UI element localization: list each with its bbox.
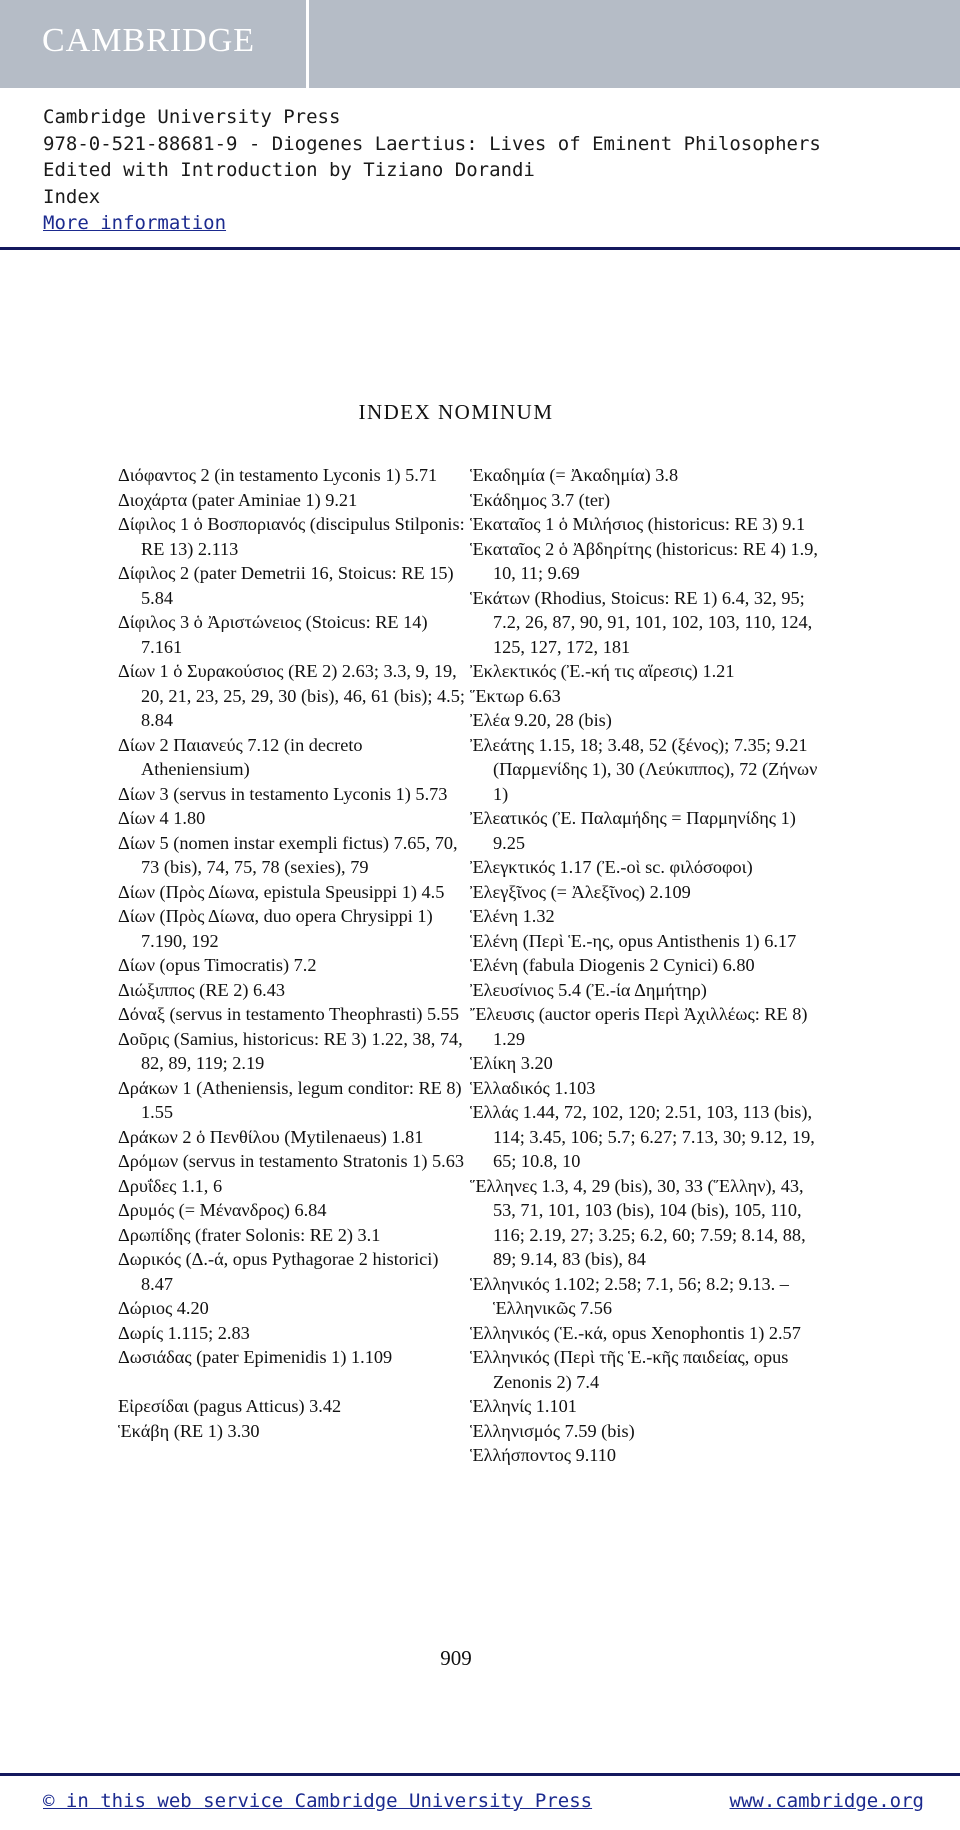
index-title: INDEX NOMINUM: [358, 400, 554, 424]
index-entry: Δίφιλος 1 ὁ Βοσποριανός (discipulus Stilponis: RE 13) 2.113: [118, 514, 465, 559]
index-entry: Ἑλλάς 1.44, 72, 102, 120; 2.51, 103, 113 (bis), 114; 3.45, 106; 5.7; 6.27; 7.13, 30; 9.12, 19, 65; 10.8, 10: [470, 1102, 815, 1171]
index-entry: Ἑλλήσποντος 9.110: [470, 1445, 617, 1465]
index-entry: Ἐλεατικός (Ἐ. Παλαμήδης = Παρμηνίδης 1) 9.25: [470, 808, 796, 853]
header-rule: [0, 247, 960, 250]
index-entry: Δοῦρις (Samius, historicus: RE 3) 1.22, 38, 74, 82, 89, 119; 2.19: [118, 1028, 463, 1073]
index-entry: Ἑκάδημος 3.7 (ter): [470, 489, 611, 510]
index-entry: Ἑλλαδικός 1.103: [470, 1077, 596, 1098]
isbn-title-line: 978-0-521-88681-9 - Diogenes Laertius: Lives of Eminent Philosophers: [43, 132, 821, 155]
editor-line: Edited with Introduction by Tiziano Dorandi: [43, 159, 535, 181]
copyright-link[interactable]: © in this web service Cambridge University Press: [43, 1790, 593, 1812]
header-banner: [0, 0, 960, 88]
index-entry: Ἐλευσίνιος 5.4 (Ἐ.-ία Δημήτηρ): [470, 979, 707, 1000]
index-entry: Δώριος 4.20: [118, 1298, 209, 1318]
index-entry: Ἑλληνίς 1.101: [470, 1396, 577, 1416]
index-entry: Δρωπίδης (frater Solonis: RE 2) 3.1: [118, 1224, 381, 1245]
index-entry: Δίων 5 (nomen instar exempli fictus) 7.65, 70, 73 (bis), 74, 75, 78 (sexies), 79: [118, 832, 458, 877]
index-entry: Διώξιππος (RE 2) 6.43: [118, 979, 285, 1000]
index-entry: Δίων 2 Παιανεύς 7.12 (in decreto Atheniensium): [118, 734, 363, 779]
index-entry: Δρόμων (servus in testamento Stratonis 1) 5.63: [118, 1151, 464, 1171]
index-entry: Δρυΐδες 1.1, 6: [118, 1175, 223, 1196]
index-entry: Δίων 4 1.80: [118, 808, 206, 828]
index-entry: Δωσιάδας (pater Epimenidis 1) 1.109: [118, 1347, 393, 1367]
page-number: 909: [440, 1646, 472, 1670]
index-entry: Δίων 3 (servus in testamento Lyconis 1) 5.73: [118, 783, 448, 804]
index-entry: Δωρικός (Δ.-ά, opus Pythagorae 2 historici) 8.47: [118, 1249, 439, 1294]
index-entry: Δωρίς 1.115; 2.83: [118, 1322, 250, 1343]
index-entry: Δίων 1 ὁ Συρακούσιος (RE 2) 2.63; 3.3, 9, 19, 20, 21, 23, 25, 29, 30 (bis), 46, 61 (bis); 4.5; 8.84: [118, 661, 465, 730]
index-entry: Ἐλεγξῖνος (= Ἀλεξῖνος) 2.109: [470, 881, 691, 902]
banner-divider: [306, 0, 309, 88]
index-entry: Ἑκάτων (Rhodius, Stoicus: RE 1) 6.4, 32, 95; 7.2, 26, 87, 90, 91, 101, 102, 103, 110, 124, 125, 127, 172, 181: [470, 587, 813, 657]
index-entry: Δίων (opus Timocratis) 7.2: [118, 955, 317, 975]
index-entry: Ἕκτωρ 6.63: [470, 685, 561, 706]
index-entry: Δίων (Πρὸς Δίωνα, epistula Speusippi 1) 4.5: [118, 881, 445, 902]
index-column-left: [118, 463, 468, 1443]
book-metadata: [43, 104, 821, 237]
index-entry: Ἑκάβη (RE 1) 3.30: [118, 1420, 260, 1441]
index-entry: Ἑλένη (fabula Diogenis 2 Cynici) 6.80: [470, 955, 755, 975]
index-entry: Δίων (Πρὸς Δίωνα, duo opera Chrysippi 1) 7.190, 192: [118, 906, 433, 951]
index-entry: Ἐλέα 9.20, 28 (bis): [470, 710, 612, 730]
index-entry: Ἑκαδημία (= Ἀκαδημία) 3.8: [470, 465, 679, 485]
index-entry: Ἐκλεκτικός (Ἐ.-κή τις αἵρεσις) 1.21: [470, 661, 735, 681]
index-entry: Δρυμός (= Μένανδρος) 6.84: [118, 1200, 327, 1220]
website-link[interactable]: www.cambridge.org: [729, 1790, 924, 1812]
index-entry: Δράκων 2 ὁ Πενθίλου (Mytilenaeus) 1.81: [118, 1126, 424, 1147]
index-entry: Δράκων 1 (Atheniensis, legum conditor: RE 8) 1.55: [118, 1077, 462, 1122]
index-entry: Ἐλεάτης 1.15, 18; 3.48, 52 (ξένος); 7.35; 9.21 (Παρμενίδης 1), 30 (Λεύκιππος), 72 (Ζήνων 1): [470, 734, 818, 804]
publisher-line: Cambridge University Press: [43, 106, 341, 128]
index-entry: Ἑλληνικός 1.102; 2.58; 7.1, 56; 8.2; 9.13. – Ἑλληνικῶς 7.56: [470, 1273, 789, 1318]
section-line: Index: [43, 185, 101, 208]
more-information-link[interactable]: More information: [43, 212, 227, 234]
index-entry: Εἰρεσίδαι (pagus Atticus) 3.42: [118, 1396, 342, 1416]
index-entry: Ἑλένη (Περὶ Ἑ.-ης, opus Antisthenis 1) 6.17: [470, 930, 797, 951]
index-entry: Δόναξ (servus in testamento Theophrasti) 5.55: [118, 1004, 460, 1024]
index-entry: Ἑλίκη 3.20: [470, 1053, 553, 1073]
index-entry: Διόφαντος 2 (in testamento Lyconis 1) 5.71: [118, 465, 438, 485]
index-entry: Ἑλένη 1.32: [470, 906, 555, 926]
index-entry: Ἑκαταῖος 2 ὁ Ἀβδηρίτης (historicus: RE 4) 1.9, 10, 11; 9.69: [470, 538, 818, 583]
index-entry: Δίφιλος 3 ὁ Ἀριστώνειος (Stoicus: RE 14) 7.161: [118, 612, 428, 657]
index-entry: Ἑλληνικός (Ἑ.-κά, opus Xenophontis 1) 2.57: [470, 1322, 801, 1343]
index-entry: Ἔλευσις (auctor operis Περὶ Ἀχιλλέως: RE 8) 1.29: [470, 1004, 808, 1049]
index-entry: Ἑκαταῖος 1 ὁ Μιλήσιος (historicus: RE 3) 9.1: [470, 514, 806, 534]
index-entry: Ἕλληνες 1.3, 4, 29 (bis), 30, 33 (Ἕλλην), 43, 53, 71, 101, 103 (bis), 104 (bis), 105, 110, 116; 2.19, 27; 3.25; 6.2, 60; 7.59; 8.14, 88, 89; 9.14, 83 (bis), 84: [470, 1175, 806, 1269]
index-column-right: [470, 463, 825, 1468]
index-entry: Ἐλεγκτικός 1.17 (Ἐ.-οὶ sc. φιλόσοφοι): [470, 857, 753, 877]
index-entry: Ἑλληνισμός 7.59 (bis): [470, 1420, 635, 1441]
cambridge-logo[interactable]: CAMBRIDGE: [42, 22, 256, 59]
index-entry: Δίφιλος 2 (pater Demetrii 16, Stoicus: RE 15) 5.84: [118, 563, 454, 608]
footer-rule: [0, 1773, 960, 1776]
index-entry: Ἑλληνικός (Περὶ τῆς Ἑ.-κῆς παιδείας, opus Zenonis 2) 7.4: [470, 1347, 789, 1392]
index-entry: Διοχάρτα (pater Aminiae 1) 9.21: [118, 489, 358, 510]
